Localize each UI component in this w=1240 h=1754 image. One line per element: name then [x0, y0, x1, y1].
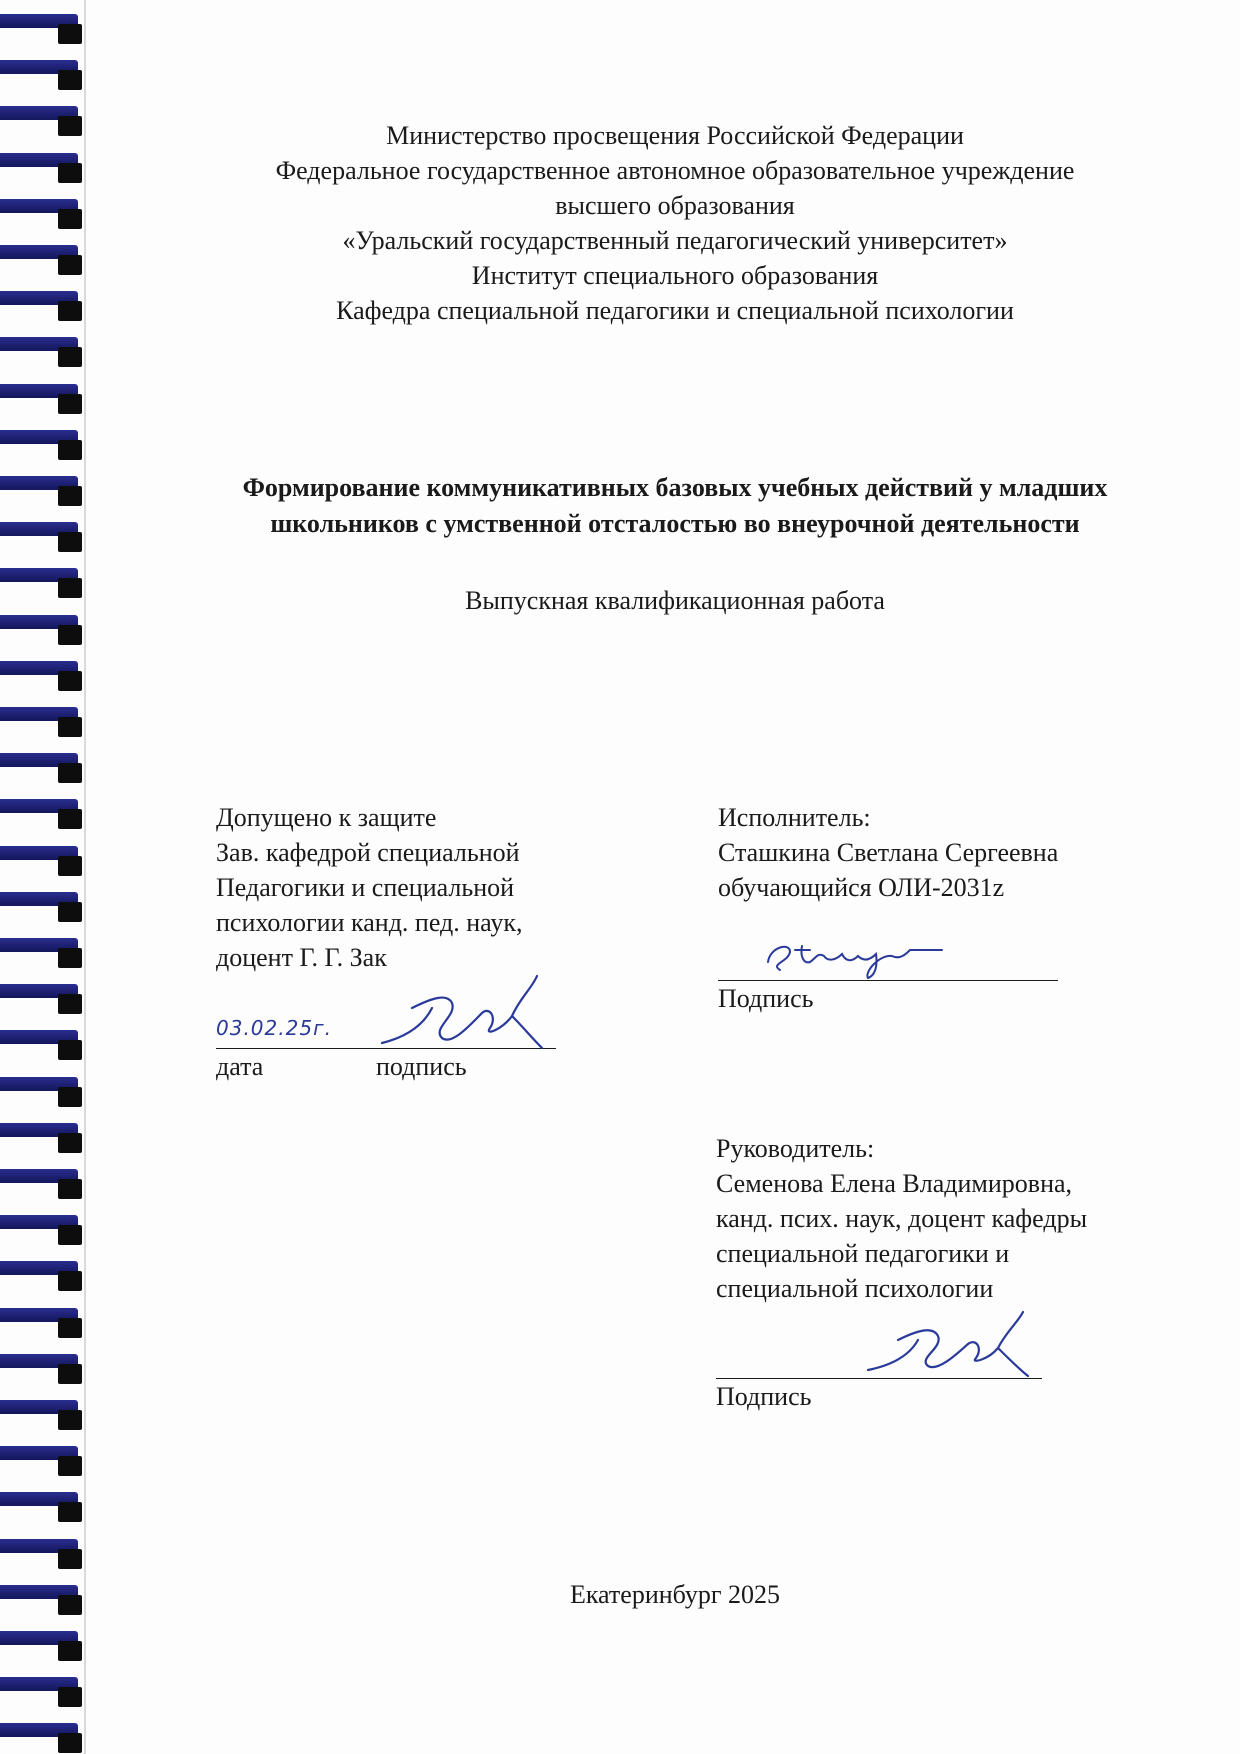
- date-label: дата: [216, 1052, 264, 1081]
- supervisor-line: специальной психологии: [716, 1274, 994, 1303]
- executor-line: Исполнитель:: [718, 803, 871, 832]
- supervisor-signature-right: [858, 1308, 1038, 1398]
- binding-hole: [58, 809, 82, 829]
- executor-signature-label: Подпись: [718, 984, 814, 1013]
- binding-hole: [58, 1225, 82, 1245]
- binding-hole: [58, 24, 82, 44]
- binding-hole: [58, 486, 82, 506]
- binding-hole: [58, 1502, 82, 1522]
- binding-hole: [58, 1364, 82, 1384]
- binding-hole: [58, 671, 82, 691]
- work-type: Выпускная квалификационная работа: [465, 586, 885, 615]
- title-line: школьников с умственной отсталостью во внеурочной деятельности: [270, 509, 1080, 538]
- spiral-binding: [0, 0, 92, 1754]
- binding-hole: [58, 717, 82, 737]
- header-line: высшего образования: [555, 191, 795, 220]
- supervisor-signature-label: Подпись: [716, 1382, 812, 1411]
- admitted-line: доцент Г. Г. Зак: [216, 943, 387, 972]
- header-line: Министерство просвещения Российской Федерации: [386, 121, 964, 150]
- binding-hole: [58, 1318, 82, 1338]
- supervisor-block: [716, 1131, 1176, 1306]
- admitted-line: психологии канд. пед. наук,: [216, 908, 523, 937]
- binding-hole: [58, 1179, 82, 1199]
- admitted-block: [216, 800, 636, 975]
- binding-hole: [58, 1549, 82, 1569]
- binding-hole: [58, 1040, 82, 1060]
- supervisor-line: Семенова Елена Владимировна,: [716, 1169, 1073, 1198]
- supervisor-line: специальной педагогики и: [716, 1239, 1010, 1268]
- binding-hole: [58, 70, 82, 90]
- city-year: Екатеринбург 2025: [569, 1580, 781, 1609]
- binding-hole: [58, 625, 82, 645]
- binding-hole: [58, 116, 82, 136]
- binding-edge: [84, 0, 86, 1754]
- binding-hole: [58, 347, 82, 367]
- binding-hole: [58, 902, 82, 922]
- binding-hole: [58, 1087, 82, 1107]
- header-line: Федеральное государственное автономное образовательное учреждение: [275, 156, 1075, 185]
- binding-hole: [58, 1733, 82, 1753]
- executor-block: [718, 800, 1178, 905]
- executor-line: обучающийся ОЛИ-2031z: [718, 873, 1005, 902]
- handwritten-date: 03.02.25г.: [216, 1016, 332, 1040]
- executor-signature: [760, 932, 950, 982]
- binding-hole: [58, 1595, 82, 1615]
- header-line: Кафедра специальной педагогики и специальной психологии: [336, 296, 1014, 325]
- thesis-title: [200, 470, 1150, 542]
- admitted-line: Педагогики и специальной: [216, 873, 515, 902]
- title-line: Формирование коммуникативных базовых учебных действий у младших: [242, 473, 1108, 502]
- supervisor-signature-left: [372, 968, 552, 1078]
- binding-hole: [58, 856, 82, 876]
- binding-hole: [58, 578, 82, 598]
- supervisor-line: Руководитель:: [716, 1134, 875, 1163]
- executor-line: Сташкина Светлана Сергеевна: [718, 838, 1059, 867]
- header-line: «Уральский государственный педагогический университет»: [342, 226, 1008, 255]
- header-line: Институт специального образования: [471, 261, 879, 290]
- binding-hole: [58, 1641, 82, 1661]
- binding-hole: [58, 209, 82, 229]
- binding-hole: [58, 255, 82, 275]
- binding-hole: [58, 394, 82, 414]
- binding-hole: [58, 440, 82, 460]
- binding-hole: [58, 763, 82, 783]
- binding-hole: [58, 1410, 82, 1430]
- binding-hole: [58, 994, 82, 1014]
- binding-hole: [58, 532, 82, 552]
- binding-hole: [58, 948, 82, 968]
- binding-hole: [58, 1456, 82, 1476]
- binding-hole: [58, 301, 82, 321]
- executor-signature-line: [718, 980, 1058, 981]
- binding-hole: [58, 1133, 82, 1153]
- binding-hole: [58, 1271, 82, 1291]
- signature-label: подпись: [376, 1052, 467, 1081]
- binding-hole: [58, 1687, 82, 1707]
- admitted-line: Зав. кафедрой специальной: [216, 838, 520, 867]
- supervisor-signature-line: [716, 1378, 1042, 1379]
- admitted-line: Допущено к защите: [216, 803, 437, 832]
- institution-header: [200, 118, 1150, 328]
- supervisor-line: канд. псих. наук, доцент кафедры: [716, 1204, 1088, 1233]
- binding-hole: [58, 163, 82, 183]
